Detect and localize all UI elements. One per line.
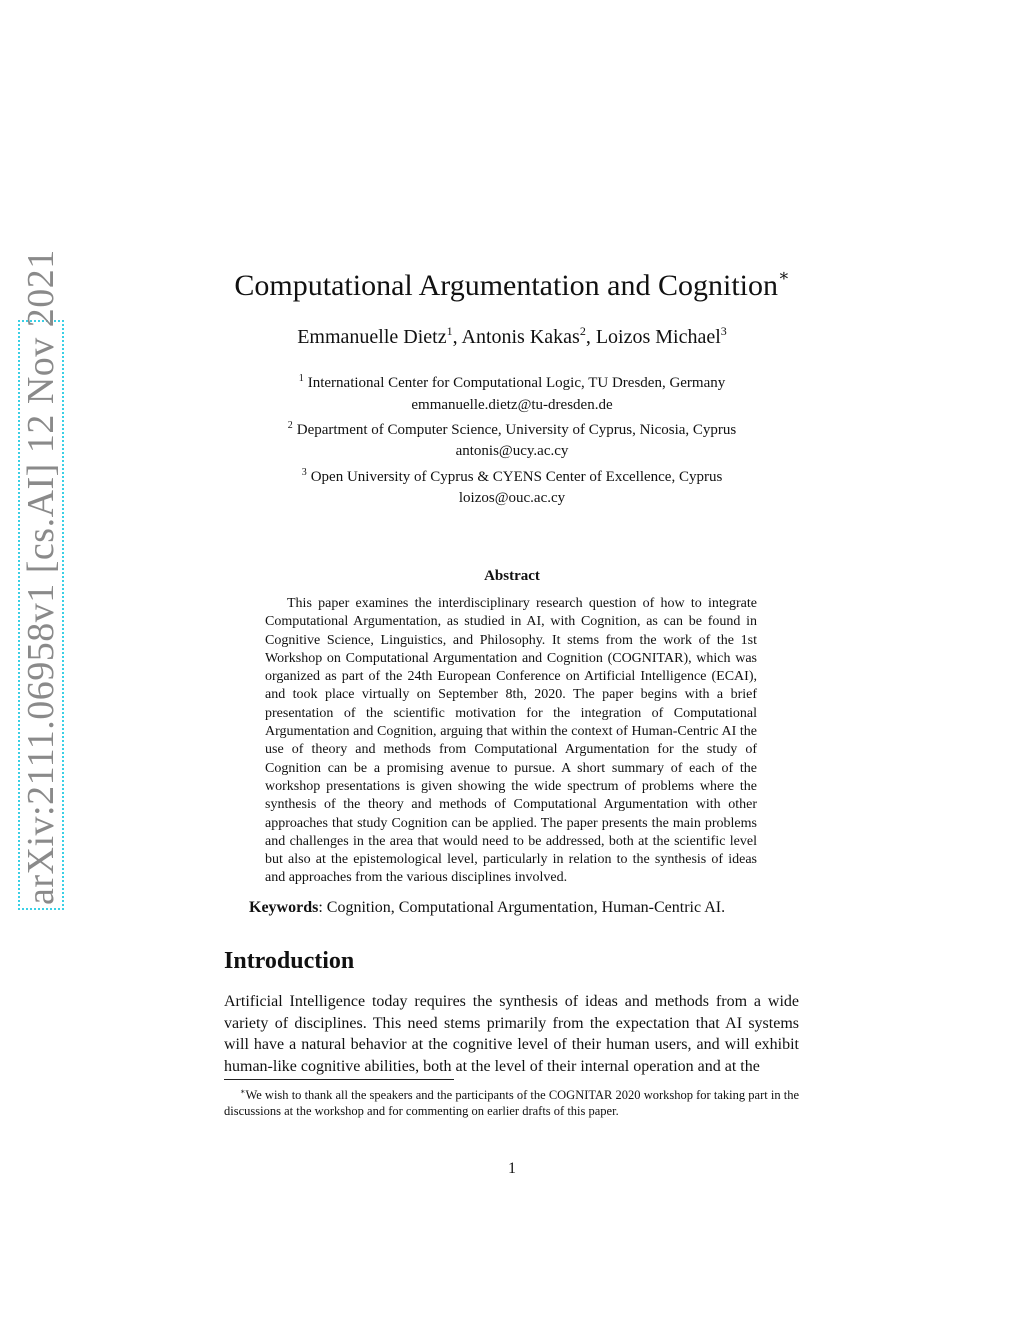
affiliation-mark: 2 xyxy=(287,420,293,431)
abstract-body: This paper examines the interdisciplinary research question of how to integrate Computational Argumentation, as studied in AI, with Cognition, as can be found in Cognitive Science, Linguistics, and Philosophy. It stems from the work of the 1st Workshop on Computational Argumentation and Cognition (COGNITAR), which was organized as part of the 24th European Conference on Artificial Intelligence (ECAI), and took place virtually on September 8th, 2020. The paper begins with a brief presentation of the scientific motivation for the integration of Computational Argumentation and Cognition, arguing that within the context of Human-Centric AI the use of theory and methods from Computational Argumentation for the study of Cognition can be a promising avenue to pursue. A short summary of each of the workshop presentations is given showing the wide spectrum of problems where the synthesis of the theory and methods of Computational Argumentation with other approaches that study Cognition can be applied. The paper presents the main problems and challenges in the area that would need to be addressed, both at the scientific level but also at the epistemological level, particularly in relation to the synthesis of ideas and approaches from the various disciplines involved. xyxy=(265,596,757,886)
paper-title-text: Computational Argumentation and Cognition xyxy=(234,269,778,302)
author-email[interactable]: antonis@ucy.ac.cy xyxy=(455,443,569,459)
keywords-line xyxy=(249,899,725,917)
keywords-text: : Cognition, Computational Argumentation, Human-Centric AI. xyxy=(318,899,726,916)
footnote-text: We wish to thank all the speakers and the participants of the COGNITAR 2020 workshop for taking part in the discussions at the workshop and for commenting on earlier drafts of this paper. xyxy=(224,1088,799,1118)
affiliation xyxy=(0,373,1024,392)
page-number: 1 xyxy=(508,1160,516,1177)
affiliation xyxy=(0,467,1024,486)
affiliation-text: Open University of Cyprus & CYENS Center of Excellence, Cyprus xyxy=(310,469,723,485)
author-affiliation-mark: 3 xyxy=(720,324,727,338)
author-affiliation-mark: 2 xyxy=(579,324,586,338)
author-name: Emmanuelle Dietz xyxy=(297,326,447,348)
footnote-mark: ∗ xyxy=(240,1087,246,1096)
footnote-divider xyxy=(224,1079,454,1080)
author-email[interactable]: emmanuelle.dietz@tu-dresden.de xyxy=(411,397,613,413)
author-list xyxy=(0,324,1024,349)
affiliation-mark: 3 xyxy=(301,467,307,478)
footnote xyxy=(224,1084,799,1119)
author-email[interactable]: loizos@ouc.ac.cy xyxy=(458,490,566,506)
author-name: Antonis Kakas xyxy=(461,326,580,348)
section-heading-introduction: Introduction xyxy=(224,948,355,974)
affiliation xyxy=(0,420,1024,439)
author-affiliation-mark: 1 xyxy=(446,324,453,338)
affiliation-text: International Center for Computational Logic, TU Dresden, Germany xyxy=(307,375,726,391)
author-name: Loizos Michael xyxy=(595,326,721,348)
abstract-heading: Abstract xyxy=(484,568,540,584)
affiliation-mark: 1 xyxy=(298,373,304,384)
paper-title xyxy=(0,266,1024,303)
introduction-body: Artificial Intelligence today requires the synthesis of ideas and methods from a wide variety of disciplines. This need stems primarily from the expectation that AI systems will have a natural behavior at the cognitive level of their human users, and will exhibit human-like cognitive abilities, both at the level of their internal operation and at the xyxy=(224,993,799,1075)
affiliation-text: Department of Computer Science, University of Cyprus, Nicosia, Cyprus xyxy=(296,422,737,438)
author-separator: , xyxy=(585,326,596,348)
author-separator: , xyxy=(452,326,462,348)
keywords-label: Keywords xyxy=(249,899,319,916)
arxiv-identifier[interactable]: arXiv:2111.06958v1 [cs.AI] 12 Nov 2021 xyxy=(20,249,62,905)
title-footnote-mark: ∗ xyxy=(778,266,790,285)
